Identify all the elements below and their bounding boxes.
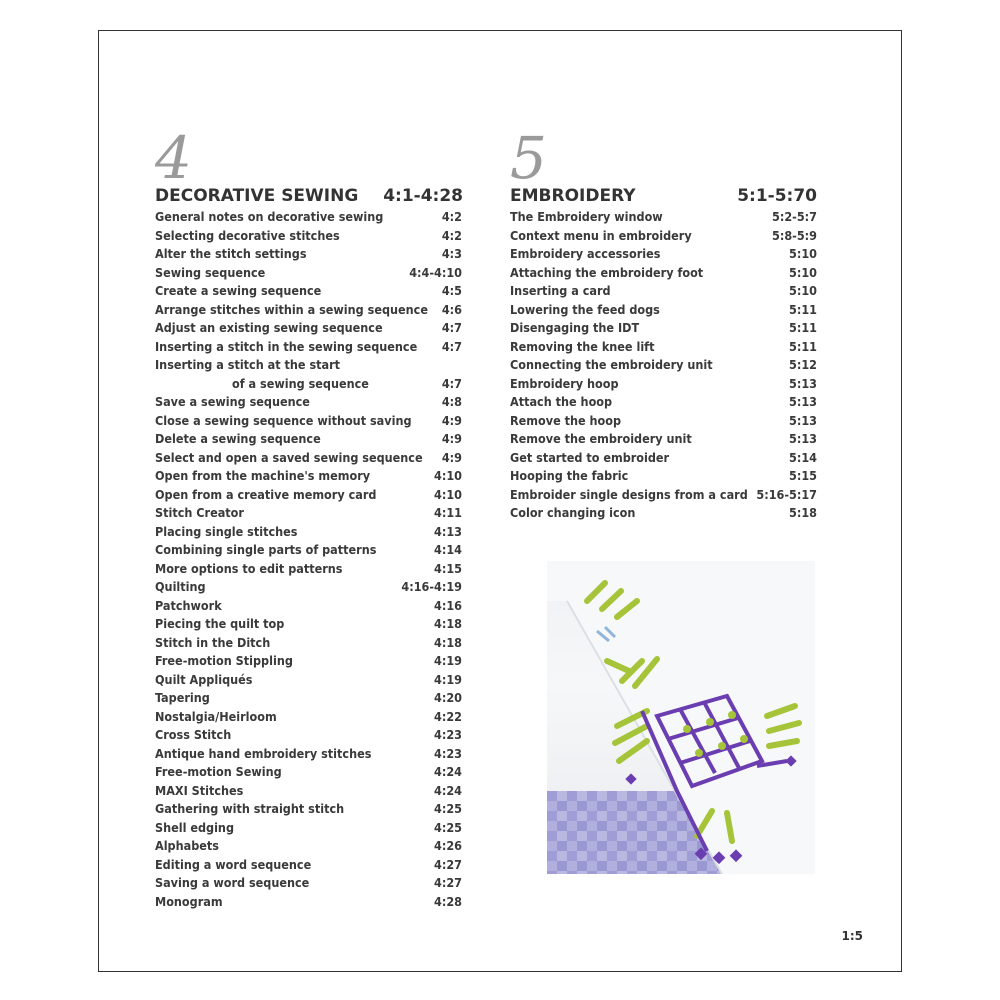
- toc-entry: [155, 282, 462, 301]
- toc-entry-title: Context menu in embroidery: [510, 227, 692, 243]
- toc-entry: [510, 504, 817, 523]
- toc-entry-title: Adjust an existing sewing sequence: [155, 320, 383, 335]
- toc-entry-title: Cross Stitch: [155, 727, 232, 742]
- toc-entry-label: [510, 208, 663, 227]
- toc-entry-label: [155, 282, 321, 301]
- toc-entry: [155, 893, 462, 912]
- toc-entry-title: Placing single stitches: [155, 523, 298, 539]
- toc-entry-label: [155, 597, 222, 616]
- toc-entry-page: 5:18: [789, 505, 817, 520]
- toc-entry-title: Nostalgia/Heirloom: [155, 708, 277, 724]
- toc-entry-label: [510, 338, 654, 357]
- toc-entry: [155, 486, 462, 505]
- toc-entry: [155, 837, 462, 856]
- toc-entry-title: More options to edit patterns: [155, 560, 343, 576]
- toc-entry: [510, 375, 817, 394]
- toc-entry-label: [155, 689, 210, 708]
- toc-entry-page: 4:22: [434, 708, 462, 724]
- toc-entry-label: [155, 782, 243, 801]
- toc-entry: [155, 782, 462, 801]
- toc-entry-page: 4:27: [434, 875, 462, 890]
- toc-entry-title: Patchwork: [155, 597, 222, 613]
- toc-entry-page: 4:9: [441, 431, 462, 446]
- toc-entry-page: 4:19: [434, 671, 462, 687]
- toc-entry: [155, 504, 462, 523]
- toc-entry-page: 4:11: [434, 505, 462, 520]
- chapter-4-title: DECORATIVE SEWING: [155, 186, 359, 206]
- toc-entry: [510, 208, 817, 227]
- chapter-5-range: 5:1-5:70: [737, 186, 817, 206]
- toc-entry: [155, 708, 462, 727]
- toc-entry-label: [155, 208, 383, 227]
- toc-entry-label: [510, 467, 628, 486]
- chapter-4-number: 4: [155, 124, 192, 192]
- toc-entry: [155, 245, 462, 264]
- toc-entry-label: [155, 449, 423, 468]
- toc-entry: [155, 264, 462, 283]
- toc-entry-label: [510, 430, 692, 449]
- toc-entry-label: [155, 819, 234, 838]
- toc-entry-label: [510, 264, 703, 283]
- toc-entry-title: Stitch in the Ditch: [155, 634, 271, 650]
- embroidery-illustration: [547, 561, 815, 874]
- toc-entry-page: 4:18: [434, 616, 462, 631]
- toc-entry: [155, 671, 462, 690]
- toc-entry-page: 5:10: [789, 264, 817, 280]
- toc-entry-title: Arrange stitches within a sewing sequence: [155, 301, 428, 317]
- toc-entry-label: [155, 800, 344, 819]
- toc-entry-page: 5:13: [789, 394, 817, 409]
- toc-entry: [155, 689, 462, 708]
- toc-entry-page: 4:4-4:10: [409, 264, 462, 280]
- toc-entry: [510, 245, 817, 264]
- toc-entry: [510, 412, 817, 431]
- chapter-5-title: EMBROIDERY: [510, 186, 636, 206]
- toc-entry-page: 4:3: [441, 246, 462, 261]
- toc-entry: [155, 856, 462, 875]
- toc-entry-label: [155, 708, 277, 727]
- chapter-5-number: 5: [510, 124, 547, 192]
- toc-entry-title: Monogram: [155, 893, 223, 909]
- toc-entry-title: Disengaging the IDT: [510, 320, 640, 335]
- toc-entry-label: [510, 301, 660, 320]
- toc-entry-page: 4:10: [434, 486, 462, 502]
- toc-entry-title: Save a sewing sequence: [155, 394, 310, 409]
- chapter-5-toc: [510, 208, 817, 523]
- toc-entry-label: [155, 245, 307, 264]
- toc-entry-title: Select and open a saved sewing sequence: [155, 449, 423, 465]
- toc-entry: [510, 356, 817, 375]
- toc-entry-page: 4:9: [441, 412, 462, 428]
- toc-entry-title: Alphabets: [155, 838, 219, 853]
- toc-entry: [155, 726, 462, 745]
- toc-entry-title: Inserting a stitch at the start: [155, 357, 341, 372]
- toc-entry-label: [155, 726, 231, 745]
- toc-entry-label: [510, 356, 713, 375]
- toc-entry-title: Free-motion Sewing: [155, 764, 282, 779]
- toc-entry-page: 4:14: [434, 542, 462, 557]
- toc-entry: [510, 393, 817, 412]
- toc-entry-label: [155, 338, 417, 357]
- toc-entry-page: 4:10: [434, 468, 462, 483]
- toc-entry-title: Remove the hoop: [510, 412, 622, 428]
- toc-entry: [510, 282, 817, 301]
- toc-entry-title: Quilt Appliqués: [155, 671, 253, 687]
- toc-entry-label: [510, 412, 621, 431]
- toc-entry-title: Embroider single designs from a card: [510, 486, 748, 502]
- toc-entry-page: 4:2: [441, 209, 462, 224]
- toc-entry: [155, 412, 462, 431]
- toc-entry: [510, 301, 817, 320]
- toc-entry-label: [155, 319, 383, 338]
- toc-entry-label: [155, 504, 244, 523]
- toc-entry-title: Gathering with straight stitch: [155, 801, 345, 816]
- toc-entry-title: Get started to embroider: [510, 449, 670, 465]
- toc-entry-title-continued: of a sewing sequence: [232, 375, 369, 391]
- toc-entry-label: [510, 245, 660, 264]
- toc-entry-page: 4:24: [434, 782, 462, 798]
- toc-entry-label: [510, 504, 635, 523]
- toc-entry-label: [510, 393, 612, 412]
- toc-entry-page: 4:24: [434, 764, 462, 779]
- toc-entry-label: [155, 541, 376, 560]
- toc-entry: [155, 763, 462, 782]
- toc-entry-page: 5:12: [789, 357, 817, 372]
- toc-entry-label: [155, 615, 284, 634]
- toc-entry-label: [155, 467, 370, 486]
- toc-entry-title: Shell edging: [155, 819, 234, 835]
- toc-entry: [510, 264, 817, 283]
- toc-entry-title: Inserting a card: [510, 283, 611, 298]
- toc-entry-page: 4:16-4:19: [401, 579, 462, 594]
- toc-entry: [510, 338, 817, 357]
- toc-entry: [155, 578, 462, 597]
- toc-entry-title: The Embroidery window: [510, 209, 663, 224]
- toc-entry-title: Selecting decorative stitches: [155, 227, 340, 243]
- toc-entry-label: [155, 671, 252, 690]
- toc-entry: [510, 430, 817, 449]
- toc-entry-label: [155, 393, 310, 412]
- toc-entry: [510, 486, 817, 505]
- toc-entry-title: MAXI Stitches: [155, 782, 244, 798]
- toc-entry-page: 5:13: [789, 412, 817, 428]
- toc-entry-page: 4:19: [434, 653, 462, 668]
- toc-entry: [155, 356, 462, 393]
- toc-entry-label: [155, 264, 265, 283]
- toc-entry-title: Lowering the feed dogs: [510, 301, 660, 317]
- embroidery-photo: [547, 561, 815, 874]
- toc-entry: [155, 560, 462, 579]
- toc-entry-title: Embroidery hoop: [510, 375, 619, 391]
- toc-entry-title: Quilting: [155, 579, 206, 594]
- toc-entry-label: [155, 430, 321, 449]
- toc-entry-title: Open from a creative memory card: [155, 486, 377, 502]
- toc-entry-page: 4:6: [441, 301, 462, 317]
- toc-entry: [155, 541, 462, 560]
- toc-entry-title: Embroidery accessories: [510, 246, 661, 261]
- toc-entry-page: 4:5: [441, 283, 462, 298]
- toc-entry-page: 5:14: [789, 449, 817, 465]
- toc-entry: [155, 874, 462, 893]
- toc-entry: [155, 393, 462, 412]
- toc-entry-page: 4:25: [434, 819, 462, 835]
- toc-entry: [155, 319, 462, 338]
- toc-entry-page: 5:10: [789, 246, 817, 261]
- toc-entry-title: Antique hand embroidery stitches: [155, 745, 372, 761]
- toc-entry: [155, 745, 462, 764]
- toc-entry: [155, 301, 462, 320]
- toc-entry-page: 4:7: [441, 375, 462, 391]
- toc-entry-title: Editing a word sequence: [155, 856, 312, 872]
- toc-entry: [155, 523, 462, 542]
- toc-entry-label: [155, 412, 412, 431]
- toc-entry-title: Attach the hoop: [510, 394, 613, 409]
- toc-entry-title: Saving a word sequence: [155, 875, 310, 890]
- toc-entry-page: 4:15: [434, 560, 462, 576]
- toc-entry-label: [510, 449, 669, 468]
- toc-entry-title: Delete a sewing sequence: [155, 431, 321, 446]
- toc-entry-page: 5:11: [789, 320, 817, 335]
- chapter-4-toc: [155, 208, 462, 911]
- toc-entry-label: [510, 375, 619, 394]
- toc-entry-page: 4:18: [434, 634, 462, 650]
- toc-entry-title: Remove the embroidery unit: [510, 431, 692, 446]
- toc-entry-page: 4:23: [434, 727, 462, 742]
- toc-entry-title: Free-motion Stippling: [155, 653, 293, 668]
- toc-entry-label: [155, 837, 219, 856]
- toc-entry-page: 5:15: [789, 468, 817, 483]
- toc-entry-title: Sewing sequence: [155, 264, 266, 280]
- chapter-4-range: 4:1-4:28: [383, 186, 463, 206]
- toc-entry-label: [155, 301, 428, 320]
- chapter-5-heading: [510, 186, 817, 206]
- toc-entry-page: 4:8: [441, 394, 462, 409]
- toc-entry: [510, 449, 817, 468]
- toc-entry-page: 5:8-5:9: [772, 227, 817, 243]
- toc-entry-title: Alter the stitch settings: [155, 246, 307, 261]
- toc-entry-label: [510, 486, 748, 505]
- toc-entry-label: [155, 856, 311, 875]
- toc-entry-label: [155, 523, 297, 542]
- toc-entry-label: [155, 227, 340, 246]
- toc-entry-title: Close a sewing sequence without saving: [155, 412, 412, 428]
- toc-entry-label: [155, 763, 282, 782]
- toc-entry-page: 4:26: [434, 838, 462, 853]
- toc-entry-title: Connecting the embroidery unit: [510, 357, 713, 372]
- toc-entry-page: 4:28: [434, 893, 462, 909]
- toc-entry-page: 5:16-5:17: [756, 486, 817, 502]
- toc-entry-page: 5:11: [789, 338, 817, 354]
- toc-entry-title: General notes on decorative sewing: [155, 209, 384, 224]
- toc-entry: [155, 615, 462, 634]
- toc-entry-page: 4:20: [434, 690, 462, 705]
- toc-entry-title: Combining single parts of patterns: [155, 542, 377, 557]
- toc-entry-label: [155, 893, 223, 912]
- toc-entry-page: 4:2: [441, 227, 462, 243]
- toc-entry-title: Piecing the quilt top: [155, 616, 285, 631]
- toc-entry-page: 5:11: [789, 301, 817, 317]
- toc-entry-title: Inserting a stitch in the sewing sequence: [155, 338, 418, 354]
- toc-entry-title: Color changing icon: [510, 505, 636, 520]
- toc-entry-page: 4:7: [441, 320, 462, 335]
- chapter-4-heading: [155, 186, 463, 206]
- toc-entry-title: Removing the knee lift: [510, 338, 655, 354]
- toc-entry-label: [155, 874, 309, 893]
- toc-entry-page: 5:13: [789, 431, 817, 446]
- toc-entry: [155, 634, 462, 653]
- toc-entry-page: 4:23: [434, 745, 462, 761]
- toc-entry-title: Attaching the embroidery foot: [510, 264, 704, 280]
- toc-entry-label: [155, 652, 293, 671]
- toc-entry: [510, 467, 817, 486]
- toc-entry-page: 4:7: [441, 338, 462, 354]
- toc-entry-label: [155, 634, 270, 653]
- toc-entry: [155, 652, 462, 671]
- toc-entry-page: 4:13: [434, 523, 462, 539]
- toc-entry-label: [510, 227, 692, 246]
- toc-entry-label: [155, 560, 342, 579]
- toc-entry: [155, 800, 462, 819]
- toc-entry-page: 4:9: [441, 449, 462, 465]
- toc-entry-page: 4:27: [434, 856, 462, 872]
- toc-entry-page: 5:2-5:7: [772, 209, 817, 224]
- toc-entry: [155, 208, 462, 227]
- toc-entry: [510, 227, 817, 246]
- toc-entry-label: [510, 319, 639, 338]
- toc-entry-title: Hooping the fabric: [510, 468, 629, 483]
- toc-entry: [155, 227, 462, 246]
- toc-entry: [155, 430, 462, 449]
- toc-entry-label: [155, 745, 371, 764]
- toc-entry: [155, 338, 462, 357]
- toc-entry: [155, 819, 462, 838]
- toc-entry-label: [155, 486, 376, 505]
- toc-entry-page: 4:16: [434, 597, 462, 613]
- toc-entry: [155, 449, 462, 468]
- toc-entry: [155, 597, 462, 616]
- manual-page: [98, 30, 902, 972]
- toc-entry-title: Create a sewing sequence: [155, 283, 322, 298]
- toc-entry-label: [155, 356, 369, 393]
- toc-entry-page: 4:25: [434, 801, 462, 816]
- toc-entry-title: Stitch Creator: [155, 505, 244, 520]
- toc-entry: [155, 467, 462, 486]
- toc-entry-label: [155, 578, 206, 597]
- toc-entry-page: 5:13: [789, 375, 817, 391]
- toc-entry-page: 5:10: [789, 283, 817, 298]
- toc-entry: [510, 319, 817, 338]
- toc-entry-title: Open from the machine's memory: [155, 468, 371, 483]
- toc-entry-title: Tapering: [155, 690, 210, 705]
- toc-entry-label: [510, 282, 611, 301]
- page-number: 1:5: [841, 929, 863, 943]
